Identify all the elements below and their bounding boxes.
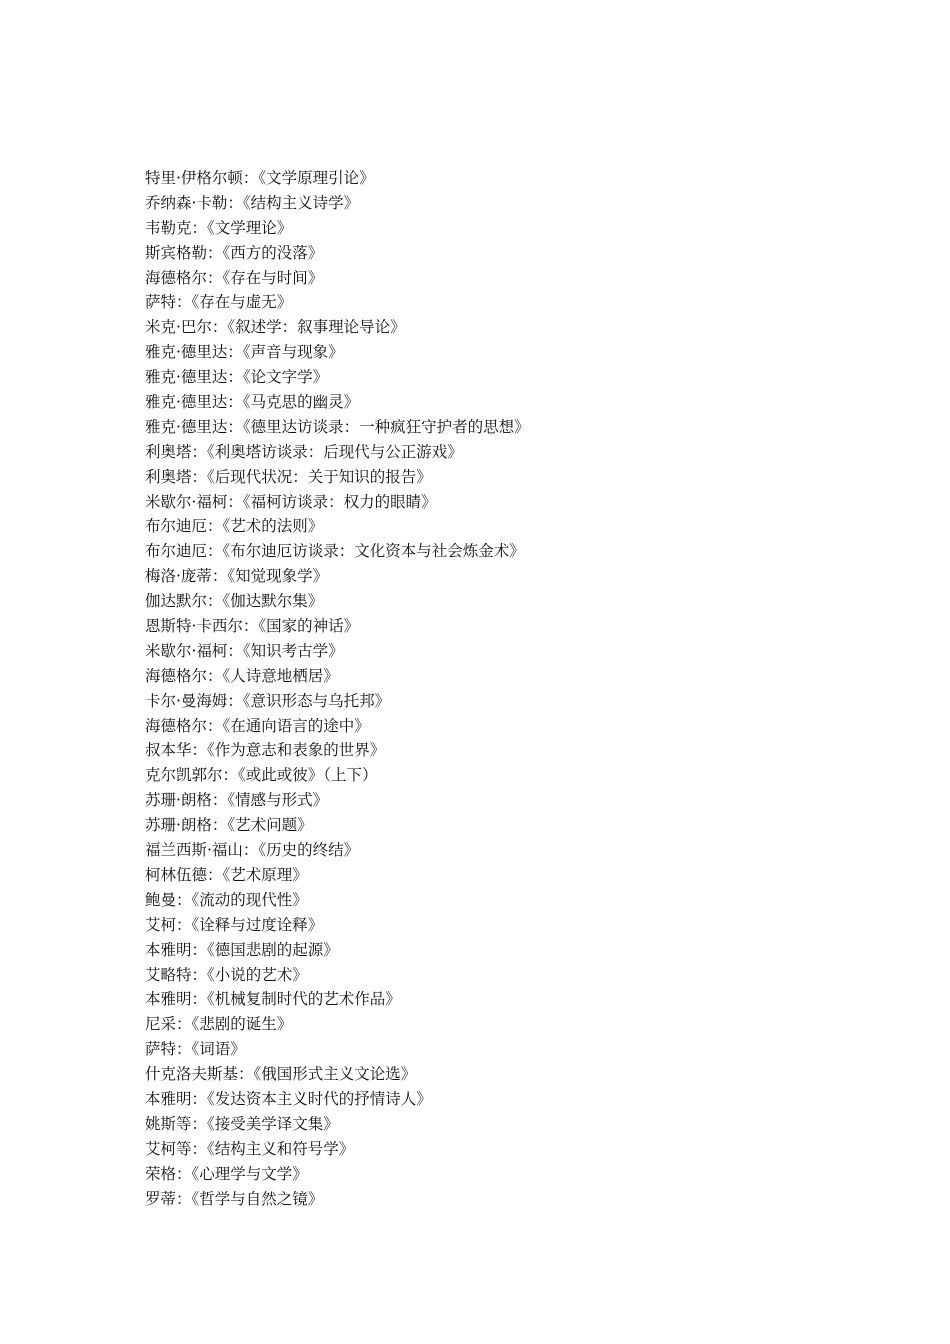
- reading-list: [145, 166, 530, 1211]
- list-item: 特里·伊格尔顿：《文学原理引论》: [145, 169, 375, 187]
- list-item: 雅克·德里达：《马克思的幽灵》: [145, 393, 360, 412]
- list-item: 福兰西斯·福山：《历史的终结》: [145, 841, 360, 860]
- list-item: 布尔迪厄：《布尔迪厄访谈录：文化资本与社会炼金术》: [145, 542, 525, 561]
- list-item: 斯宾格勒：《西方的没落》: [145, 243, 324, 262]
- list-item: 伽达默尔：《伽达默尔集》: [145, 592, 324, 611]
- list-item: 艾略特：《小说的艺术》: [145, 965, 308, 984]
- list-item: 恩斯特·卡西尔：《国家的神话》: [145, 617, 360, 636]
- list-item: 萨特：《词语》: [145, 1040, 246, 1059]
- list-item: 雅克·德里达：《德里达访谈录：一种疯狂守护者的思想》: [145, 417, 530, 436]
- list-item: 柯林伍德：《艺术原理》: [145, 865, 308, 884]
- list-item: 利奥塔：《利奥塔访谈录：后现代与公正游戏》: [145, 442, 463, 461]
- list-item: 米歇尔·福柯：《福柯访谈录：权力的眼睛》: [145, 492, 437, 511]
- list-item: 叔本华：《作为意志和表象的世界》: [145, 741, 386, 760]
- list-item: 韦勒克：《文学理论》: [145, 218, 293, 237]
- list-item: 利奥塔：《后现代状况：关于知识的报告》: [145, 467, 432, 486]
- list-item: 梅洛·庞蒂：《知觉现象学》: [145, 567, 329, 586]
- list-item: 荣格：《心理学与文学》: [145, 1164, 308, 1183]
- list-item: 艾柯等：《结构主义和符号学》: [145, 1139, 355, 1158]
- list-item: 萨特：《存在与虚无》: [145, 293, 293, 312]
- list-item: 苏珊·朗格：《情感与形式》: [145, 791, 329, 810]
- list-item: 姚斯等：《接受美学译文集》: [145, 1114, 339, 1133]
- list-item: 海德格尔：《人诗意地栖居》: [145, 666, 339, 685]
- list-item: 卡尔·曼海姆：《意识形态与乌托邦》: [145, 691, 391, 710]
- list-item: 克尔凯郭尔：《或此或彼》（上下）: [145, 766, 378, 785]
- list-item: 米歇尔·福柯：《知识考古学》: [145, 641, 344, 660]
- list-item: 本雅明：《发达资本主义时代的抒情诗人》: [145, 1089, 432, 1108]
- list-item: 本雅明：《德国悲剧的起源》: [145, 940, 339, 959]
- list-item: 米克·巴尔：《叙述学：叙事理论导论》: [145, 318, 406, 337]
- list-item: 苏珊·朗格：《艺术问题》: [145, 816, 313, 835]
- list-item: 布尔迪厄：《艺术的法则》: [145, 517, 324, 536]
- list-item: 本雅明：《机械复制时代的艺术作品》: [145, 990, 401, 1009]
- list-item: 罗蒂：《哲学与自然之镜》: [145, 1189, 324, 1208]
- list-item: 海德格尔：《存在与时间》: [145, 268, 324, 287]
- list-item: 什克洛夫斯基：《俄国形式主义文论选》: [145, 1065, 417, 1084]
- list-item: 乔纳森·卡勒：《结构主义诗学》: [145, 193, 360, 212]
- list-item: 鲍曼：《流动的现代性》: [145, 890, 308, 909]
- list-item: 雅克·德里达：《声音与现象》: [145, 343, 344, 362]
- list-item: 雅克·德里达：《论文字学》: [145, 368, 329, 387]
- list-item: 尼采：《悲剧的诞生》: [145, 1015, 293, 1034]
- list-item: 艾柯：《诠释与过度诠释》: [145, 915, 324, 934]
- list-item: 海德格尔：《在通向语言的途中》: [145, 716, 370, 735]
